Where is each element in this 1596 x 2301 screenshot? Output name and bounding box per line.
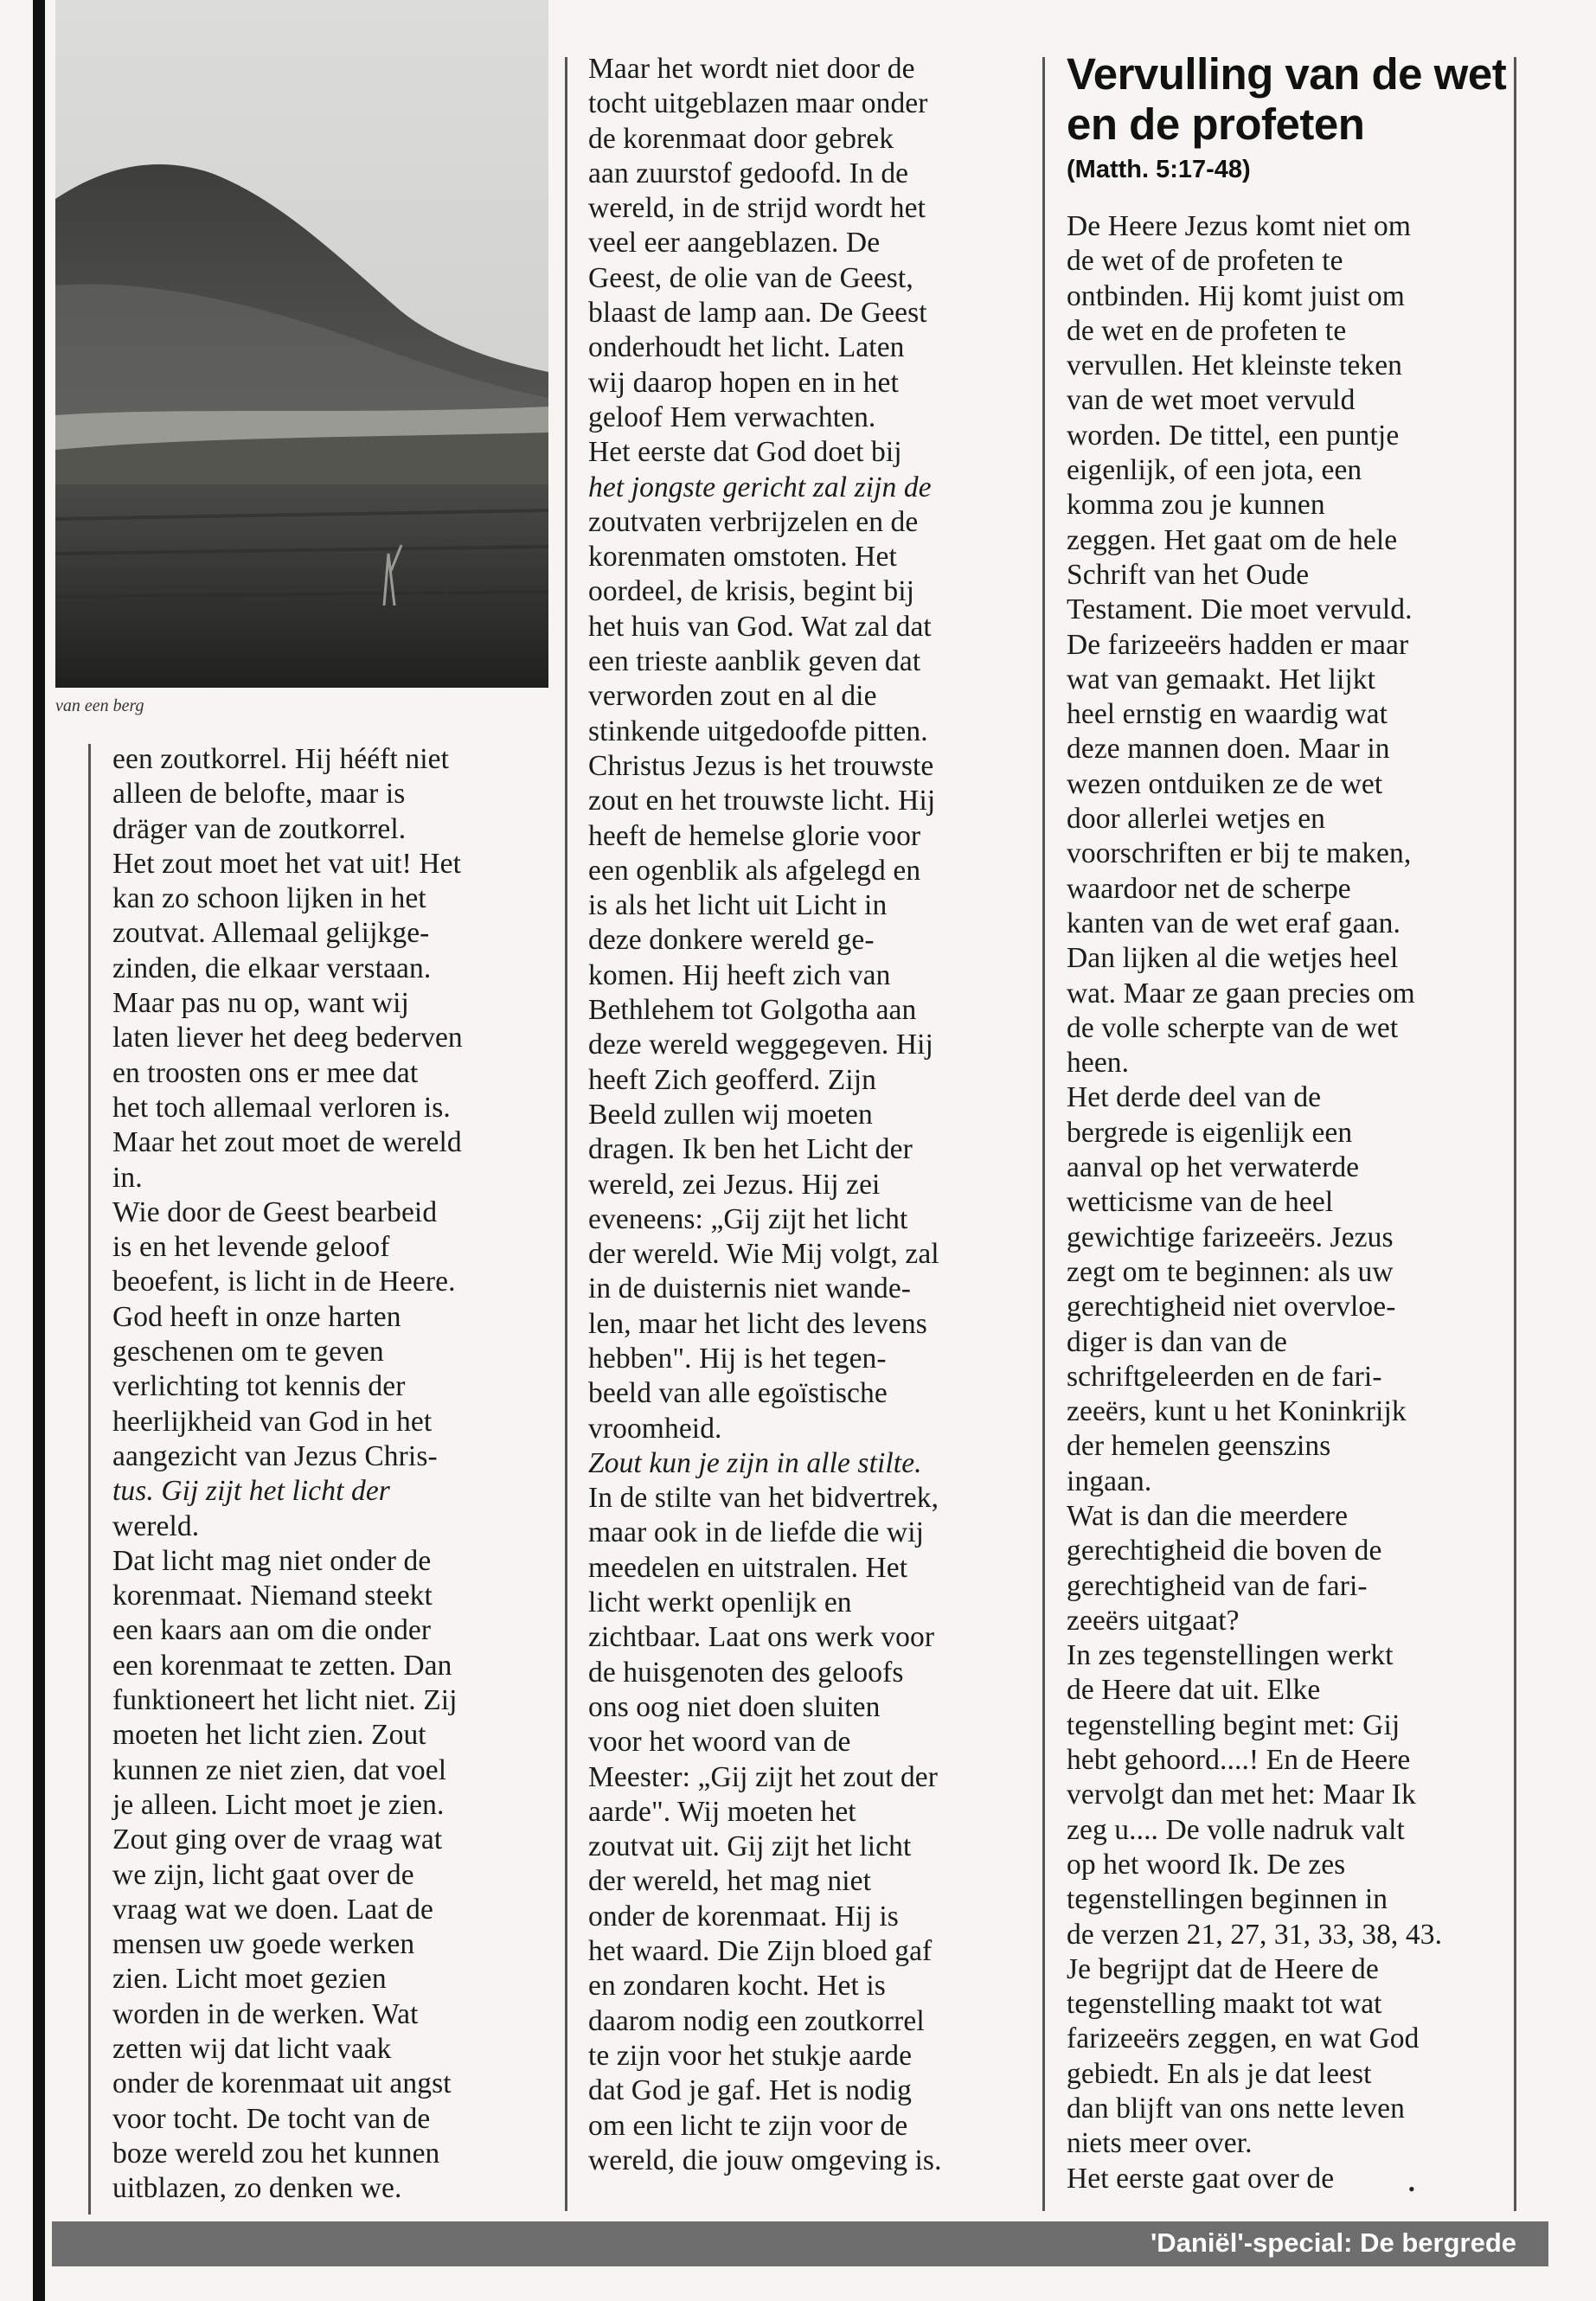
col2-line: wereld, zei Jezus. Hij zei xyxy=(588,1168,881,1201)
col1-line: dräger van de zoutkorrel. xyxy=(112,812,407,845)
col1-line: je alleen. Licht moet je zien. xyxy=(112,1788,445,1821)
col1-line: mensen uw goede werken xyxy=(112,1928,415,1961)
col3-line: vervullen. Het kleinste teken xyxy=(1067,349,1403,382)
col2-line: Maar het wordt niet door de xyxy=(588,53,915,85)
col2-line: In de stilte van het bidvertrek, xyxy=(588,1482,939,1515)
col2-line: Zout kun je zijn in alle stilte. xyxy=(588,1446,922,1479)
col1-line: Maar het zout moet de wereld xyxy=(112,1126,462,1159)
col2-line: het waard. Die Zijn bloed gaf xyxy=(588,1935,933,1968)
col2-line: maar ook in de liefde die wij xyxy=(588,1516,925,1549)
col1-line: Wie door de Geest bearbeid xyxy=(112,1195,438,1228)
col1-line: verlichting tot kennis der xyxy=(112,1370,406,1403)
col1-line: onder de korenmaat uit angst xyxy=(112,2067,452,2100)
col3-line: heel ernstig en waardig wat xyxy=(1067,698,1388,731)
col3-line: De Heere Jezus komt niet om xyxy=(1067,210,1412,242)
col3-line: de volle scherpte van de wet xyxy=(1067,1011,1399,1044)
col2-line: Geest, de olie van de Geest, xyxy=(588,261,913,294)
column-rule-2 xyxy=(565,57,567,2211)
col1-line: en troosten ons er mee dat xyxy=(112,1056,419,1089)
col1-line: voor tocht. De tocht van de xyxy=(112,2102,431,2135)
col2-line: in de duisternis niet wande- xyxy=(588,1272,912,1305)
col1-line: een kaars aan om die onder xyxy=(112,1614,432,1647)
col3-line: vervolgt dan met het: Maar Ik xyxy=(1067,1779,1416,1811)
col3-line: niets meer over. xyxy=(1067,2127,1253,2160)
col2-line: de huisgenoten des geloofs xyxy=(588,1656,904,1689)
col1-line: God heeft in onze harten xyxy=(112,1300,401,1333)
col1-line: Zout ging over de vraag wat xyxy=(112,1823,443,1856)
col3-line: door allerlei wetjes en xyxy=(1067,803,1326,836)
col2-line: korenmaten omstoten. Het xyxy=(588,541,897,574)
col2-line: onderhoudt het licht. Laten xyxy=(588,331,905,364)
col1-line: moeten het licht zien. Zout xyxy=(112,1719,426,1752)
col2-line: heeft Zich geofferd. Zijn xyxy=(588,1063,877,1096)
col3-line: gebiedt. En als je dat leest xyxy=(1067,2057,1372,2090)
col2-line: geloof Hem verwachten. xyxy=(588,401,876,433)
col2-line: Meester: „Gij zijt het zout der xyxy=(588,1760,939,1793)
col1-line: is en het levende geloof xyxy=(112,1231,390,1264)
col3-line: zeg u.... De volle nadruk valt xyxy=(1067,1813,1405,1846)
col3-line: ingaan. xyxy=(1067,1465,1152,1497)
col1-line: geschenen om te geven xyxy=(112,1336,384,1368)
col2-line: tocht uitgeblazen maar onder xyxy=(588,87,928,120)
col3-line: schriftgeleerden en de fari- xyxy=(1067,1360,1382,1393)
col1-line: een zoutkorrel. Hij hééft niet xyxy=(112,743,450,775)
col2-line: zout en het trouwste licht. Hij xyxy=(588,785,936,817)
col1-line: heerlijkheid van God in het xyxy=(112,1405,433,1438)
col2-line: heeft de hemelse glorie voor xyxy=(588,819,921,852)
col2-line: hebben". Hij is het tegen- xyxy=(588,1342,887,1375)
col3-line: heen. xyxy=(1067,1047,1130,1080)
col1-line: kunnen ze niet zien, dat voel xyxy=(112,1753,447,1786)
col2-line: voor het woord van de xyxy=(588,1726,851,1759)
left-margin-bar xyxy=(33,0,45,2301)
title-line-1: Vervulling van de xyxy=(1067,49,1422,99)
col2-line: deze donkere wereld ge- xyxy=(588,924,875,957)
col1-line: in. xyxy=(112,1161,143,1194)
col2-line: Het eerste dat God doet bij xyxy=(588,436,902,469)
col1-line: Dat licht mag niet onder de xyxy=(112,1544,432,1577)
col3-line: Het derde deel van de xyxy=(1067,1081,1322,1114)
col1-line: aangezicht van Jezus Chris- xyxy=(112,1439,438,1472)
col2-line: Beeld zullen wij moeten xyxy=(588,1098,873,1131)
col1-line: beoefent, is licht in de Heere. xyxy=(112,1266,456,1298)
col1-line: zien. Licht moet gezien xyxy=(112,1963,387,1996)
col1-line: laten liever het deeg bederven xyxy=(112,1022,463,1054)
col2-line: het jongste gericht zal zijn de xyxy=(588,471,932,503)
col3-line: bergrede is eigenlijk een xyxy=(1067,1116,1353,1149)
col1-line: alleen de belofte, maar is xyxy=(112,778,406,811)
scripture-reference: (Matth. 5:17-48) xyxy=(1067,156,1251,183)
col3-line: de verzen 21, 27, 31, 33, 38, 43. xyxy=(1067,1918,1443,1951)
col3-line: de wet of de profeten te xyxy=(1067,245,1343,278)
col2-line: Christus Jezus is het trouwste xyxy=(588,749,934,782)
photo-caption: van een berg xyxy=(55,696,144,715)
footer-title: 'Daniël'-special: De bergrede xyxy=(1150,2227,1516,2258)
col2-line: wereld, die jouw omgeving is. xyxy=(588,2144,942,2176)
col3-line: komma zou je kunnen xyxy=(1067,489,1325,522)
col3-line: zegt om te beginnen: als uw xyxy=(1067,1255,1394,1288)
col3-line: tegenstelling maakt tot wat xyxy=(1067,1988,1382,2021)
col2-line: der wereld. Wie Mij volgt, zal xyxy=(588,1238,939,1271)
col3-line: gewichtige farizeeërs. Jezus xyxy=(1067,1221,1394,1253)
col3-line: De farizeeërs hadden er maar xyxy=(1067,628,1409,661)
col1-line: funktioneert het licht niet. Zij xyxy=(112,1684,458,1717)
title-line-2: wet en de profeten xyxy=(1067,49,1507,149)
col1-line: Maar pas nu op, want wij xyxy=(112,987,409,1020)
col3-line: van de wet moet vervuld xyxy=(1067,384,1356,417)
col2-line: daarom nodig een zoutkorrel xyxy=(588,2004,925,2037)
col1-line: een korenmaat te zetten. Dan xyxy=(112,1649,452,1682)
col3-line: gerechtigheid niet overvloe- xyxy=(1067,1291,1396,1324)
col3-line: worden. De tittel, een puntje xyxy=(1067,419,1400,452)
col2-line: len, maar het licht des levens xyxy=(588,1307,927,1340)
col1-line: tus. Gij zijt het licht der xyxy=(112,1475,390,1508)
col3-line: tegenstelling begint met: Gij xyxy=(1067,1708,1401,1741)
col3-line: eigenlijk, of een jota, een xyxy=(1067,454,1362,487)
text-column-1 xyxy=(112,742,463,2206)
col3-line: gerechtigheid die boven de xyxy=(1067,1535,1382,1567)
text-column-3 xyxy=(1067,209,1442,2196)
col3-line: Dan lijken al die wetjes heel xyxy=(1067,942,1399,975)
col3-line: de Heere dat uit. Elke xyxy=(1067,1674,1321,1707)
col2-line: deze wereld weggegeven. Hij xyxy=(588,1029,933,1061)
col3-line: diger is dan van de xyxy=(1067,1325,1287,1358)
col3-line: kanten van de wet eraf gaan. xyxy=(1067,907,1401,939)
col1-line: het toch allemaal verloren is. xyxy=(112,1091,451,1124)
col3-line: wat. Maar ze gaan precies om xyxy=(1067,977,1415,1009)
col1-line: uitblazen, zo denken we. xyxy=(112,2172,402,2205)
col1-line: kan zo schoon lijken in het xyxy=(112,882,426,915)
col1-line: vraag wat we doen. Laat de xyxy=(112,1893,433,1926)
col2-line: veel eer aangeblazen. De xyxy=(588,227,881,260)
col1-line: boze wereld zou het kunnen xyxy=(112,2137,440,2170)
col3-line: zeeërs, kunt u het Koninkrijk xyxy=(1067,1395,1407,1428)
col2-line: licht werkt openlijk en xyxy=(588,1586,852,1619)
col2-line: beeld van alle egoïstische xyxy=(588,1377,888,1410)
col2-line: zichtbaar. Laat ons werk voor xyxy=(588,1621,935,1654)
col2-line: de korenmaat door gebrek xyxy=(588,122,894,155)
col2-line: een trieste aanblik geven dat xyxy=(588,645,921,678)
col1-line: zetten wij dat licht vaak xyxy=(112,2032,392,2065)
col1-line: korenmaat. Niemand steekt xyxy=(112,1580,433,1612)
col2-line: vroomheid. xyxy=(588,1412,722,1445)
column-rule-3 xyxy=(1042,57,1045,2211)
col1-line: worden in de werken. Wat xyxy=(112,1997,419,2030)
col3-line: voorschriften er bij te maken, xyxy=(1067,837,1412,870)
col2-line: Bethlehem tot Golgotha aan xyxy=(588,994,917,1027)
col2-line: het huis van God. Wat zal dat xyxy=(588,610,932,643)
col3-line: waardoor net de scherpe xyxy=(1067,872,1351,905)
col1-line: zoutvat. Allemaal gelijkge- xyxy=(112,917,430,950)
col3-line: Je begrijpt dat de Heere de xyxy=(1067,1952,1379,1985)
col2-line: ons oog niet doen sluiten xyxy=(588,1690,881,1723)
col2-line: stinkende uitgedoofde pitten. xyxy=(588,715,928,747)
col3-line: Het eerste gaat over de xyxy=(1067,2162,1335,2195)
col3-line: gerechtigheid van de fari- xyxy=(1067,1569,1368,1602)
col3-line: farizeeërs zeggen, en wat God xyxy=(1067,2022,1420,2055)
col3-line: zeggen. Het gaat om de hele xyxy=(1067,523,1398,556)
col2-line: wij daarop hopen en in het xyxy=(588,366,899,399)
col2-line: een ogenblik als afgelegd en xyxy=(588,854,921,887)
col2-line: dragen. Ik ben het Licht der xyxy=(588,1133,913,1166)
col3-line: hebt gehoord....! En de Heere xyxy=(1067,1744,1411,1777)
col2-line: oordeel, de krisis, begint bij xyxy=(588,575,915,608)
col1-line: wereld. xyxy=(112,1509,200,1542)
col2-line: wereld, in de strijd wordt het xyxy=(588,192,926,225)
end-mark: • xyxy=(1408,2178,1415,2200)
col2-line: zoutvaten verbrijzelen en de xyxy=(588,505,919,538)
col3-line: wetticisme van de heel xyxy=(1067,1186,1334,1219)
col2-line: komen. Hij heeft zich van xyxy=(588,958,891,991)
col3-line: der hemelen geenszins xyxy=(1067,1430,1331,1463)
col3-line: tegenstellingen beginnen in xyxy=(1067,1883,1388,1916)
col3-line: Testament. Die moet vervuld. xyxy=(1067,593,1413,626)
col3-line: op het woord Ik. De zes xyxy=(1067,1848,1346,1881)
column-rule-1 xyxy=(88,744,91,2214)
col3-line: Wat is dan die meerdere xyxy=(1067,1499,1349,1532)
col3-line: Schrift van het Oude xyxy=(1067,558,1310,591)
col3-line: dan blijft van ons nette leven xyxy=(1067,2093,1405,2125)
text-column-2 xyxy=(588,52,942,2178)
col2-line: onder de korenmaat. Hij is xyxy=(588,1900,899,1932)
mountain-photo xyxy=(55,0,548,688)
col2-line: zoutvat uit. Gij zijt het licht xyxy=(588,1830,912,1863)
col2-line: te zijn voor het stukje aarde xyxy=(588,2039,913,2072)
col2-line: blaast de lamp aan. De Geest xyxy=(588,297,927,330)
col1-line: Het zout moet het vat uit! Het xyxy=(112,847,462,880)
col2-line: verworden zout en al die xyxy=(588,680,877,713)
col3-line: In zes tegenstellingen werkt xyxy=(1067,1639,1394,1672)
col1-line: zinden, die elkaar verstaan. xyxy=(112,952,432,984)
col1-line: we zijn, licht gaat over de xyxy=(112,1858,414,1891)
col2-line: eveneens: „Gij zijt het licht xyxy=(588,1202,908,1235)
col3-line: wezen ontduiken ze de wet xyxy=(1067,767,1383,800)
col2-line: aan zuurstof gedoofd. In de xyxy=(588,157,909,189)
col2-line: is als het licht uit Licht in xyxy=(588,889,888,922)
col3-line: zeeërs uitgaat? xyxy=(1067,1604,1240,1637)
col2-line: meedelen en uitstralen. Het xyxy=(588,1551,908,1584)
col2-line: en zondaren kocht. Het is xyxy=(588,1970,886,2003)
column-rule-4 xyxy=(1514,57,1516,2211)
col3-line: aanval op het verwaterde xyxy=(1067,1151,1360,1184)
article-title xyxy=(1067,49,1516,150)
col3-line: de wet en de profeten te xyxy=(1067,314,1347,347)
col3-line: deze mannen doen. Maar in xyxy=(1067,733,1390,766)
col2-line: om een licht te zijn voor de xyxy=(588,2109,908,2142)
col2-line: der wereld, het mag niet xyxy=(588,1865,872,1898)
col3-line: wat van gemaakt. Het lijkt xyxy=(1067,663,1376,695)
col2-line: aarde". Wij moeten het xyxy=(588,1795,856,1828)
col2-line: dat God je gaf. Het is nodig xyxy=(588,2074,913,2107)
col3-line: ontbinden. Hij komt juist om xyxy=(1067,279,1405,312)
